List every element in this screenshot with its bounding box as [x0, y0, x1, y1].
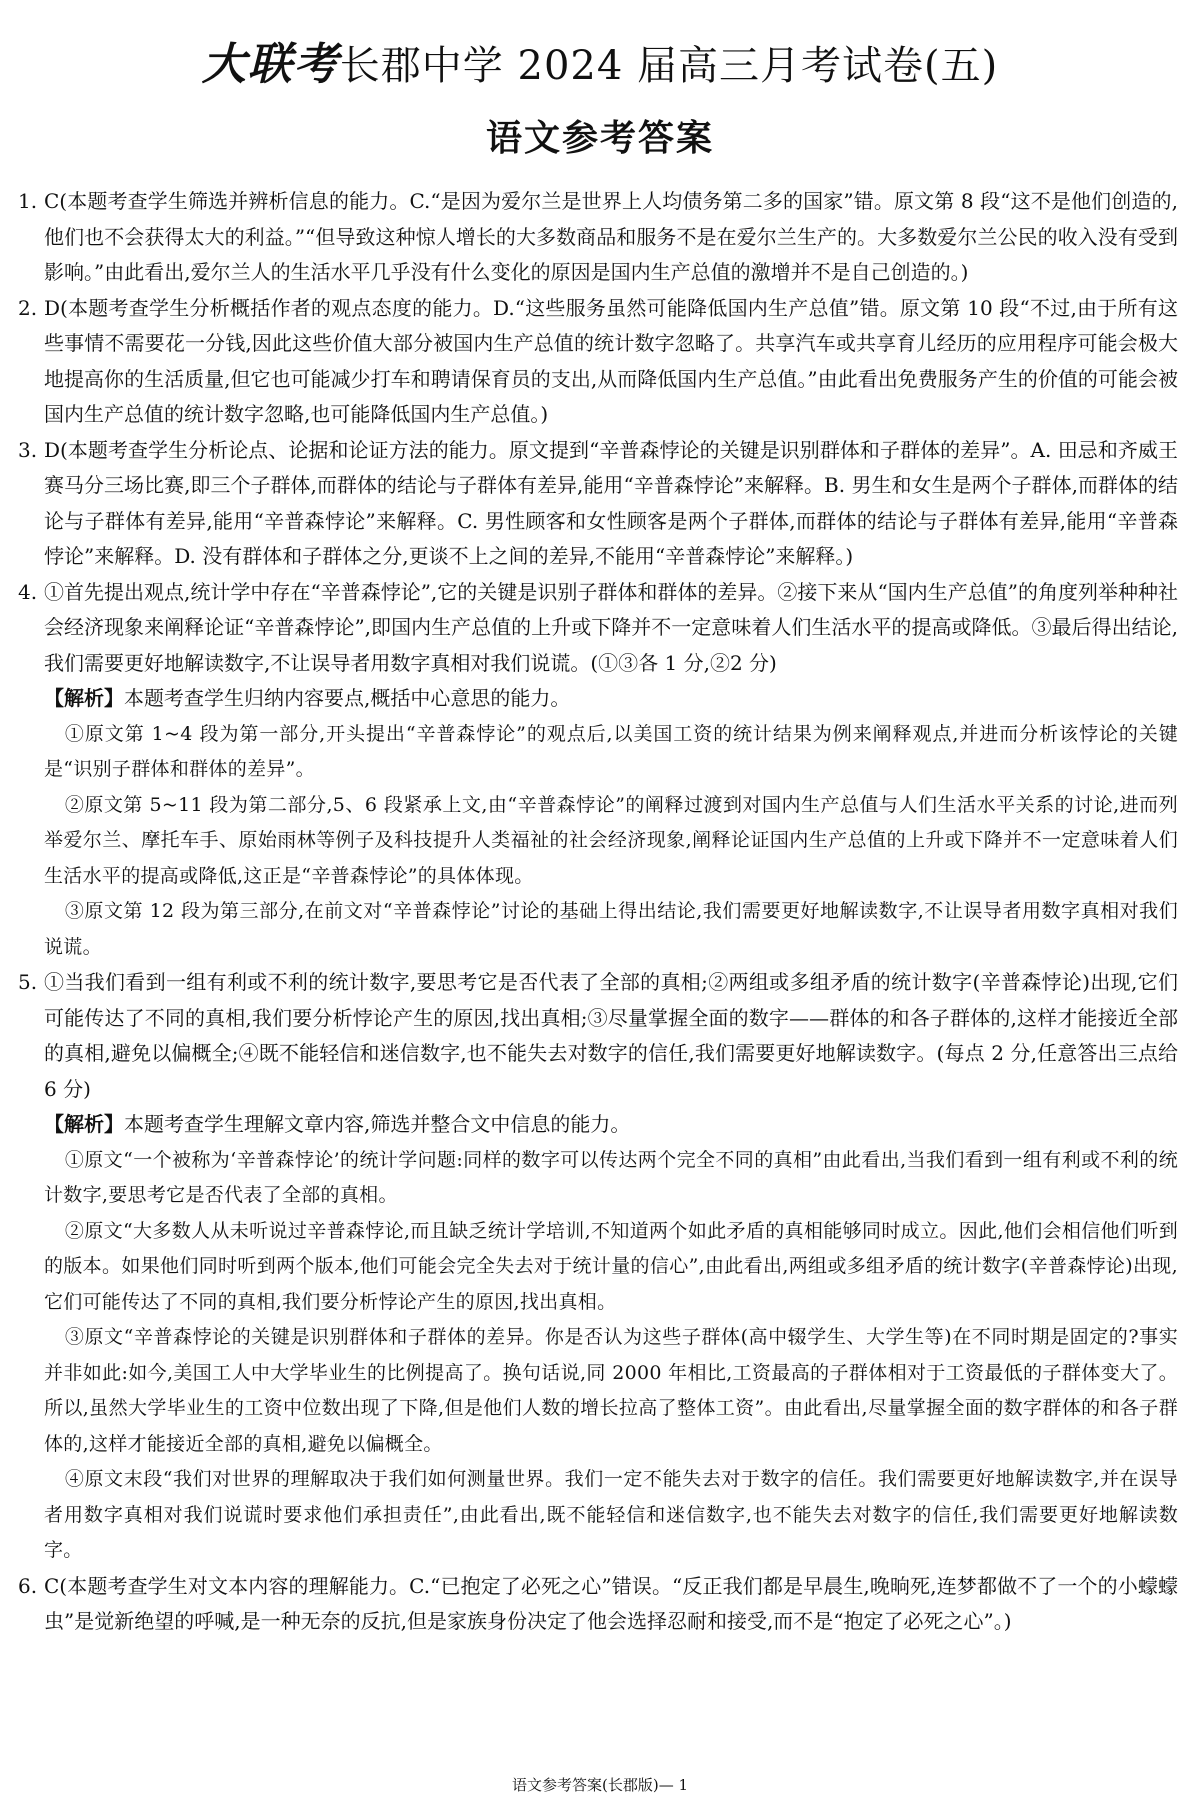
exam-header	[0, 28, 1200, 92]
answer-number: 4.	[18, 579, 38, 604]
analysis-point: ③原文“辛普森悖论的关键是识别群体和子群体的差异。你是否认为这些子群体(高中辍学生、大学生等)在不同时期是固定的?事实并非如此:如今,美国工人中大学毕业生的比例提高了。换句话说,同 2000 年相比,工资最高的子群体相对于工资最低的子群体变大了。所以,虽然大学毕业生的工资中位数出现了下降,但是他们人数的增长拉高了整体工资”。由此看出,尽量掌握全面的数字群体的和各子群体的,这样才能接近全部的真相,避免以偏概全。	[44, 1326, 1178, 1455]
answer-item-2	[18, 291, 1178, 433]
analysis-label: 【解析】	[44, 686, 124, 710]
analysis-point: ③原文第 12 段为第三部分,在前文对“辛普森悖论”讨论的基础上得出结论,我们需要更好地解读数字,不让误导者用数字真相对我们说谎。	[44, 900, 1178, 958]
analysis-text: 本题考查学生理解文章内容,筛选并整合文中信息的能力。	[124, 1112, 631, 1136]
analysis-label: 【解析】	[44, 1112, 124, 1136]
analysis-text: 本题考查学生归纳内容要点,概括中心意思的能力。	[124, 686, 571, 710]
exam-title: 长郡中学 2024 届高三月考试卷(五)	[339, 43, 999, 89]
answer-item-5	[18, 965, 1178, 1569]
analysis-point: ②原文“大多数人从未听说过辛普森悖论,而且缺乏统计学培训,不知道两个如此矛盾的真相能够同时成立。因此,他们会相信他们听到的版本。如果他们同时听到两个版本,他们可能会完全失去对于统计量的信心”,由此看出,两组或多组矛盾的统计数字(辛普森悖论)出现,它们可能传达了不同的真相,我们要分析悖论产生的原因,找出真相。	[44, 1219, 1178, 1313]
answer-item-6	[18, 1569, 1178, 1640]
answer-list	[18, 184, 1178, 1640]
page-subtitle: 语文参考答案	[485, 118, 714, 159]
answer-number: 3.	[18, 437, 38, 462]
page-footer: 语文参考答案(长郡版)— 1	[511, 1776, 689, 1794]
answer-item-4	[18, 575, 1178, 966]
answer-text: C(本题考查学生筛选并辨析信息的能力。C.“是因为爱尔兰是世界上人均债务第二多的国家”错。原文第 8 段“这不是他们创造的,他们也不会获得太大的利益。”“但导致这种惊人增长的大多数商品和服务不是在爱尔兰生产的。大多数爱尔兰公民的收入没有受到影响。”由此看出,爱尔兰人的生活水平几乎没有什么变化的原因是国内生产总值的激增并不是自己创造的。)	[44, 189, 1178, 284]
answer-item-1	[18, 184, 1178, 291]
analysis-point: ①原文第 1~4 段为第一部分,开头提出“辛普森悖论”的观点后,以美国工资的统计结果为例来阐释观点,并进而分析该悖论的关键是“识别子群体和群体的差异”。	[44, 722, 1178, 780]
answer-text: D(本题考查学生分析论点、论据和论证方法的能力。原文提到“辛普森悖论的关键是识别群体和子群体的差异”。A. 田忌和齐威王赛马分三场比赛,即三个子群体,而群体的结论与子群体有差异,能用“辛普森悖论”来解释。B. 男生和女生是两个子群体,而群体的结论与子群体有差异,能用“辛普森悖论”来解释。C. 男性顾客和女性顾客是两个子群体,而群体的结论与子群体有差异,能用“辛普森悖论”来解释。D. 没有群体和子群体之分,更谈不上之间的差异,不能用“辛普森悖论”来解释。)	[44, 437, 1178, 568]
answer-number: 1.	[18, 189, 38, 213]
analysis-intro	[44, 1107, 1178, 1143]
answer-text: C(本题考查学生对文本内容的理解能力。C.“已抱定了必死之心”错误。“反正我们都是早晨生,晚晌死,连梦都做不了一个的小蠓蠓虫”是觉新绝望的呼喊,是一种无奈的反抗,但是家族身份决定了他会选择忍耐和接受,而不是“抱定了必死之心”。)	[44, 1573, 1178, 1633]
answer-item-3	[18, 433, 1178, 575]
analysis-intro	[44, 681, 1178, 717]
answer-text: ①首先提出观点,统计学中存在“辛普森悖论”,它的关键是识别子群体和群体的差异。②接下来从“国内生产总值”的角度列举种种社会经济现象来阐释论证“辛普森悖论”,即国内生产总值的上升或下降并不一定意味着人们生活水平的提高或降低。③最后得出结论,我们需要更好地解读数字,不让误导者用数字真相对我们说谎。(①③各 1 分,②2 分)	[44, 579, 1178, 675]
answer-text: D(本题考查学生分析概括作者的观点态度的能力。D.“这些服务虽然可能降低国内生产总值”错。原文第 10 段“不过,由于所有这些事情不需要花一分钱,因此这些价值大部分被国内生产总值的统计数字忽略了。共享汽车或共享育儿经历的应用程序可能会极大地提高你的生活质量,但它也可能减少打车和聘请保育员的支出,从而降低国内生产总值。”由此看出免费服务产生的价值的可能会被国内生产总值的统计数字忽略,也可能降低国内生产总值。)	[44, 295, 1178, 426]
brand-logo: 大联考	[201, 39, 340, 90]
analysis-point: ②原文第 5~11 段为第二部分,5、6 段紧承上文,由“辛普森悖论”的阐释过渡到对国内生产总值与人们生活水平关系的讨论,进而列举爱尔兰、摩托车手、原始雨林等例子及科技提升人类福祉的社会经济现象,阐释论证国内生产总值的上升或下降并不一定意味着人们生活水平的提高或降低,这正是“辛普森悖论”的具体体现。	[44, 793, 1178, 887]
analysis-point: ①原文“一个被称为‘辛普森悖论’的统计学问题:同样的数字可以传达两个完全不同的真相”由此看出,当我们看到一组有利或不利的统计数字,要思考它是否代表了全部的真相。	[44, 1148, 1178, 1206]
answer-number: 6.	[18, 1573, 38, 1598]
answer-number: 2.	[18, 295, 38, 320]
analysis-point: ④原文末段“我们对世界的理解取决于我们如何测量世界。我们一定不能失去对于数字的信任。我们需要更好地解读数字,并在误导者用数字真相对我们说谎时要求他们承担责任”,由此看出,既不能轻信和迷信数字,也不能失去对数字的信任,我们需要更好地解读数字。	[44, 1468, 1178, 1561]
answer-text: ①当我们看到一组有利或不利的统计数字,要思考它是否代表了全部的真相;②两组或多组矛盾的统计数字(辛普森悖论)出现,它们可能传达了不同的真相,我们要分析悖论产生的原因,找出真相;③尽量掌握全面的数字——群体的和各子群体的,这样才能接近全部的真相,避免以偏概全;④既不能轻信和迷信数字,也不能失去对数字的信任,我们需要更好地解读数字。(每点 2 分,任意答出三点给 6 分)	[44, 970, 1178, 1101]
answer-number: 5.	[18, 970, 38, 994]
